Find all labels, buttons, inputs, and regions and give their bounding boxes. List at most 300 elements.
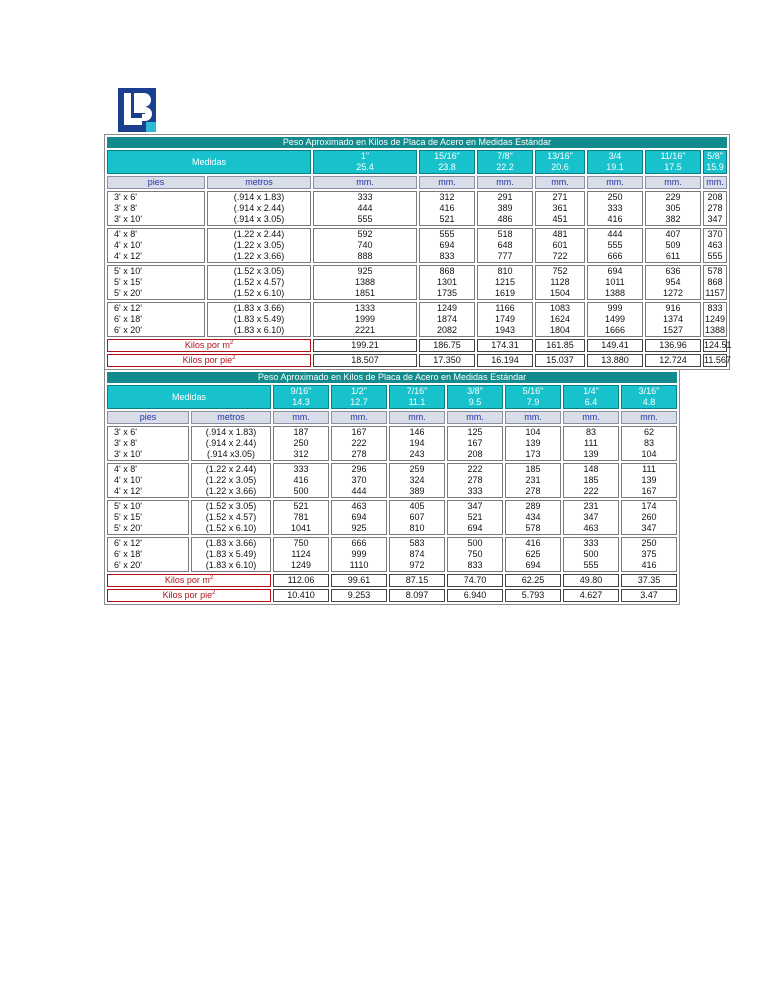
- kilos-value: 5.793: [505, 589, 561, 602]
- kilos-value: 9.253: [331, 589, 387, 602]
- thickness-inch: 7/8": [497, 151, 513, 161]
- weight-value: 194: [409, 438, 425, 448]
- weight-value: 434: [525, 512, 541, 522]
- thickness-header: [477, 150, 533, 174]
- feet-value: 5' x 10': [114, 501, 142, 511]
- weight-value: 333: [293, 464, 309, 474]
- weight-value: 111: [584, 438, 598, 448]
- meters-value: (.914 x3.05): [206, 449, 256, 459]
- weight-value: 416: [641, 560, 657, 570]
- thickness-inch: 3/8": [467, 386, 483, 396]
- thickness-mm: 19.1: [606, 162, 624, 172]
- weight-cell: [273, 426, 329, 461]
- feet-value: 6' x 20': [114, 560, 142, 570]
- weight-value: 833: [467, 560, 483, 570]
- weight-cell: [447, 426, 503, 461]
- weight-value: 740: [357, 240, 373, 250]
- feet-value: 5' x 20': [114, 288, 142, 298]
- weight-value: 555: [583, 560, 599, 570]
- weight-cell: [389, 426, 445, 461]
- weight-cell: [419, 302, 475, 337]
- unit-label: mm.: [419, 176, 475, 189]
- unit-label: mm.: [447, 411, 503, 424]
- table-row: [107, 500, 677, 535]
- weight-cell: [313, 228, 417, 263]
- weight-value: 1388: [604, 288, 626, 298]
- weight-value: 312: [439, 192, 455, 202]
- meters-value: (1.83 x 3.66): [205, 538, 257, 548]
- dimension-meters: [207, 228, 311, 263]
- unit-label: mm.: [313, 176, 417, 189]
- weight-value: 324: [409, 475, 425, 485]
- thickness-inch: 15/16": [434, 151, 460, 161]
- feet-value: 3' x 8': [114, 203, 137, 213]
- kilos-label-text: Kilos por m: [184, 340, 230, 350]
- thickness-inch: 7/16": [406, 386, 428, 396]
- dimension-meters: [207, 302, 311, 337]
- feet-value: 3' x 6': [114, 427, 137, 437]
- weight-value: 167: [351, 427, 367, 437]
- meters-value: (1.52 x 4.57): [205, 512, 257, 522]
- medidas-header: Medidas: [107, 385, 271, 409]
- weight-value: 305: [665, 203, 681, 213]
- unit-label: pies: [107, 176, 205, 189]
- dimension-meters: [207, 265, 311, 300]
- weight-cell: [703, 302, 727, 337]
- meters-value: (1.83 x 5.49): [205, 549, 257, 559]
- kilos-value: 15.037: [535, 354, 585, 367]
- thickness-inch: 1": [360, 151, 370, 161]
- thickness-header: [419, 150, 475, 174]
- thickness-header: [645, 150, 701, 174]
- weight-cell: [505, 463, 561, 498]
- weight-value: 260: [641, 512, 657, 522]
- weight-value: 1619: [494, 288, 516, 298]
- weight-cell: [645, 228, 701, 263]
- kilos-label: [107, 589, 271, 602]
- table-row: [107, 265, 727, 300]
- weight-value: 62: [644, 427, 655, 437]
- weight-value: 333: [357, 192, 373, 202]
- kilos-m2-row: [107, 574, 677, 587]
- weight-value: 1527: [662, 325, 684, 335]
- units-row: [107, 411, 677, 424]
- unit-label: mm.: [331, 411, 387, 424]
- weight-value: 289: [525, 501, 541, 511]
- table-row: [107, 302, 727, 337]
- weight-cell: [419, 265, 475, 300]
- thickness-header: [273, 385, 329, 409]
- weight-value: 444: [357, 203, 373, 213]
- thickness-mm: 23.8: [438, 162, 456, 172]
- weight-cell: [331, 500, 387, 535]
- meters-value: (1.52 x 3.05): [205, 501, 257, 511]
- dimension-meters: [191, 537, 271, 572]
- kilos-value: 99.61: [331, 574, 387, 587]
- kilos-value: 10.410: [273, 589, 329, 602]
- weight-value: 2082: [436, 325, 458, 335]
- weight-value: 481: [552, 229, 568, 239]
- weight-value: 925: [351, 523, 367, 533]
- size-header-row: [107, 385, 677, 409]
- weight-value: 874: [409, 549, 425, 559]
- weight-value: 999: [351, 549, 367, 559]
- weight-value: 229: [665, 192, 681, 202]
- weight-value: 208: [707, 192, 723, 202]
- weight-value: 104: [641, 449, 657, 459]
- weight-cell: [273, 463, 329, 498]
- weight-value: 370: [351, 475, 367, 485]
- unit-label: metros: [207, 176, 311, 189]
- weight-value: 1128: [550, 277, 570, 287]
- kilos-value: 12.724: [645, 354, 701, 367]
- thickness-header: [389, 385, 445, 409]
- weight-value: 375: [641, 549, 657, 559]
- weight-value: 1333: [354, 303, 376, 313]
- weight-cell: [313, 265, 417, 300]
- kilos-value: 13.880: [587, 354, 643, 367]
- weight-value: 486: [497, 214, 513, 224]
- company-logo: [118, 88, 156, 132]
- unit-label: mm.: [703, 176, 727, 189]
- weight-value: 312: [293, 449, 309, 459]
- kilos-value: 3.47: [621, 589, 677, 602]
- weight-value: 1804: [549, 325, 571, 335]
- weight-value: 752: [552, 266, 568, 276]
- weight-value: 167: [641, 486, 657, 496]
- weight-cell: [621, 500, 677, 535]
- thickness-mm: 12.7: [350, 397, 368, 407]
- weight-value: 389: [409, 486, 425, 496]
- feet-value: 3' x 6': [114, 192, 137, 202]
- weight-value: 333: [583, 538, 599, 548]
- thickness-mm: 14.3: [292, 397, 310, 407]
- weight-value: 1249: [705, 314, 726, 324]
- weight-cell: [587, 302, 643, 337]
- thickness-inch: 3/16": [638, 386, 660, 396]
- weight-value: 954: [665, 277, 681, 287]
- thickness-header: [447, 385, 503, 409]
- weight-value: 521: [293, 501, 309, 511]
- weight-cell: [313, 191, 417, 226]
- dimension-meters: [191, 426, 271, 461]
- weight-value: 1874: [436, 314, 458, 324]
- weight-value: 1272: [662, 288, 684, 298]
- weight-cell: [389, 463, 445, 498]
- weight-value: 222: [467, 464, 483, 474]
- dimension-feet: [107, 500, 189, 535]
- weight-value: 296: [351, 464, 367, 474]
- weight-cell: [389, 537, 445, 572]
- weight-value: 111: [642, 464, 656, 474]
- weight-value: 925: [357, 266, 373, 276]
- weight-value: 222: [351, 438, 367, 448]
- meters-value: (1.52 x 3.05): [233, 266, 285, 276]
- weight-value: 1249: [290, 560, 312, 570]
- meters-value: (1.22 x 2.44): [233, 229, 285, 239]
- weight-value: 278: [467, 475, 483, 485]
- weight-cell: [447, 537, 503, 572]
- weight-value: 347: [467, 501, 483, 511]
- weight-value: 208: [467, 449, 483, 459]
- weight-value: 185: [583, 475, 599, 485]
- weight-cell: [563, 426, 619, 461]
- unit-label: mm.: [389, 411, 445, 424]
- kilos-label: [107, 354, 311, 367]
- kilos-value: 37.35: [621, 574, 677, 587]
- weight-value: 833: [707, 303, 723, 313]
- unit-label: metros: [191, 411, 271, 424]
- feet-value: 3' x 10': [114, 214, 142, 224]
- kilos-label-text: Kilos por pie: [162, 590, 213, 600]
- weight-cell: [505, 426, 561, 461]
- weight-value: 1735: [436, 288, 458, 298]
- meters-value: (1.52 x 6.10): [205, 523, 257, 533]
- weight-table-thin: [104, 369, 680, 605]
- weight-value: 1011: [605, 277, 625, 287]
- weight-value: 222: [583, 486, 599, 496]
- weight-cell: [645, 191, 701, 226]
- weight-value: 187: [293, 427, 309, 437]
- weight-value: 868: [707, 277, 723, 287]
- feet-value: 4' x 10': [114, 475, 142, 485]
- weight-value: 416: [607, 214, 623, 224]
- unit-label: pies: [107, 411, 189, 424]
- weight-value: 1110: [349, 560, 369, 570]
- kilos-value: 161.85: [535, 339, 585, 352]
- thickness-inch: 5/8": [707, 151, 723, 161]
- weight-value: 636: [665, 266, 681, 276]
- weight-value: 347: [641, 523, 657, 533]
- weight-cell: [331, 463, 387, 498]
- weight-value: 139: [641, 475, 657, 485]
- thickness-header: [587, 150, 643, 174]
- kilos-value: 112.06: [273, 574, 329, 587]
- weight-value: 231: [583, 501, 599, 511]
- kilos-label-exponent: 2: [212, 590, 216, 596]
- weight-value: 347: [707, 214, 723, 224]
- kilos-label: [107, 339, 311, 352]
- weight-value: 389: [497, 203, 513, 213]
- weight-value: 750: [467, 549, 483, 559]
- thickness-header: [331, 385, 387, 409]
- weight-cell: [563, 537, 619, 572]
- feet-value: 5' x 10': [114, 266, 142, 276]
- kilos-label-exponent: 2: [232, 355, 236, 361]
- weight-value: 148: [583, 464, 599, 474]
- dimension-feet: [107, 463, 189, 498]
- weight-value: 750: [293, 538, 309, 548]
- kilos-value: 174.31: [477, 339, 533, 352]
- thickness-mm: 11.1: [408, 397, 426, 407]
- weight-cell: [587, 191, 643, 226]
- weight-value: 1041: [290, 523, 312, 533]
- kilos-value: 136.96: [645, 339, 701, 352]
- weight-value: 167: [467, 438, 483, 448]
- weight-value: 1749: [494, 314, 516, 324]
- weight-value: 146: [409, 427, 425, 437]
- weight-value: 694: [467, 523, 483, 533]
- weight-value: 1388: [354, 277, 376, 287]
- thickness-mm: 15.9: [706, 162, 724, 172]
- thickness-header: [505, 385, 561, 409]
- kilos-label-exponent: 2: [229, 340, 234, 346]
- weight-value: 666: [351, 538, 367, 548]
- meters-value: (1.52 x 4.57): [233, 277, 285, 287]
- weight-cell: [587, 265, 643, 300]
- weight-value: 607: [409, 512, 425, 522]
- kilos-value: 186.75: [419, 339, 475, 352]
- feet-value: 5' x 20': [114, 523, 142, 533]
- kilos-pie2-row: [107, 589, 677, 602]
- meters-value: (1.83 x 6.10): [205, 560, 257, 570]
- weight-value: 250: [641, 538, 657, 548]
- weight-value: 451: [552, 214, 568, 224]
- weight-value: 583: [409, 538, 425, 548]
- meters-value: (1.22 x 3.05): [205, 475, 257, 485]
- feet-value: 4' x 10': [114, 240, 142, 250]
- weight-value: 555: [707, 251, 723, 261]
- dimension-feet: [107, 537, 189, 572]
- weight-value: 463: [707, 240, 723, 250]
- kilos-value: 6.940: [447, 589, 503, 602]
- thickness-inch: 11/16": [660, 151, 686, 161]
- feet-value: 3' x 10': [114, 449, 142, 459]
- weight-value: 509: [665, 240, 681, 250]
- weight-cell: [419, 228, 475, 263]
- weight-value: 521: [467, 512, 483, 522]
- weight-value: 555: [607, 240, 623, 250]
- weight-value: 1999: [354, 314, 376, 324]
- weight-value: 1504: [549, 288, 571, 298]
- weight-cell: [621, 463, 677, 498]
- weight-value: 888: [357, 251, 373, 261]
- weight-cell: [505, 537, 561, 572]
- weight-value: 416: [439, 203, 455, 213]
- weight-value: 972: [409, 560, 425, 570]
- weight-value: 694: [439, 240, 455, 250]
- weight-value: 291: [497, 192, 513, 202]
- weight-value: 250: [293, 438, 309, 448]
- weight-value: 666: [607, 251, 623, 261]
- thickness-inch: 1/2": [351, 386, 367, 396]
- weight-cell: [563, 463, 619, 498]
- meters-value: (.914 x 2.44): [205, 438, 257, 448]
- feet-value: 4' x 8': [114, 464, 137, 474]
- weight-cell: [535, 302, 585, 337]
- unit-label: mm.: [621, 411, 677, 424]
- weight-cell: [621, 426, 677, 461]
- table-row: [107, 191, 727, 226]
- units-row: [107, 176, 727, 189]
- weight-value: 1666: [604, 325, 626, 335]
- dimension-feet: [107, 265, 205, 300]
- weight-cell: [645, 302, 701, 337]
- dimension-meters: [207, 191, 311, 226]
- weight-value: 592: [357, 229, 373, 239]
- weight-value: 1215: [494, 277, 516, 287]
- weight-value: 1499: [604, 314, 626, 324]
- unit-label: mm.: [645, 176, 701, 189]
- weight-value: 83: [644, 438, 655, 448]
- meters-value: (.914 x 1.83): [233, 192, 285, 202]
- weight-cell: [477, 191, 533, 226]
- meters-value: (1.83 x 5.49): [233, 314, 285, 324]
- feet-value: 6' x 12': [114, 538, 142, 548]
- weight-value: 500: [467, 538, 483, 548]
- table-title: Peso Aproximado en Kilos de Placa de Acero en Medidas Estándar: [107, 137, 727, 148]
- feet-value: 4' x 12': [114, 486, 142, 496]
- kilos-value: 11.567: [704, 355, 731, 365]
- weight-value: 999: [607, 303, 623, 313]
- kilos-label-exponent: 2: [209, 575, 214, 581]
- kilos-m2-row: [107, 339, 727, 352]
- weight-value: 2221: [354, 325, 376, 335]
- kilos-value: 16.194: [477, 354, 533, 367]
- feet-value: 6' x 18': [114, 314, 142, 324]
- thickness-inch: 1/4": [583, 386, 599, 396]
- feet-value: 6' x 18': [114, 549, 142, 559]
- weight-value: 500: [583, 549, 599, 559]
- weight-value: 1083: [549, 303, 571, 313]
- weight-value: 521: [439, 214, 455, 224]
- meters-value: (.914 x 1.83): [205, 427, 257, 437]
- weight-value: 278: [707, 203, 723, 213]
- weight-value: 777: [497, 251, 513, 261]
- title-row: [107, 137, 727, 148]
- weight-value: 578: [525, 523, 541, 533]
- weight-cell: [535, 265, 585, 300]
- kilos-value: 149.41: [587, 339, 643, 352]
- dimension-feet: [107, 302, 205, 337]
- unit-label: mm.: [563, 411, 619, 424]
- weight-value: 139: [583, 449, 599, 459]
- kilos-value: 17.350: [419, 354, 475, 367]
- meters-value: (1.22 x 3.66): [233, 251, 285, 261]
- weight-value: 694: [351, 512, 367, 522]
- weight-cell: [703, 265, 727, 300]
- weight-value: 648: [497, 240, 513, 250]
- kilos-value: 4.627: [563, 589, 619, 602]
- weight-value: 271: [552, 192, 568, 202]
- weight-cell: [563, 500, 619, 535]
- unit-label: mm.: [477, 176, 533, 189]
- weight-value: 444: [351, 486, 367, 496]
- weight-cell: [389, 500, 445, 535]
- thickness-inch: 9/16": [290, 386, 312, 396]
- meters-value: (.914 x 3.05): [233, 214, 285, 224]
- weight-value: 243: [409, 449, 425, 459]
- feet-value: 4' x 12': [114, 251, 142, 261]
- thickness-header: [563, 385, 619, 409]
- weight-value: 1249: [436, 303, 458, 313]
- meters-value: (.914 x 2.44): [233, 203, 285, 213]
- weight-value: 916: [665, 303, 681, 313]
- kilos-label: [107, 574, 271, 587]
- thickness-mm: 20.6: [551, 162, 569, 172]
- dimension-meters: [191, 463, 271, 498]
- kilos-value: 124.51: [704, 340, 732, 350]
- weight-value: 250: [607, 192, 623, 202]
- weight-value: 231: [525, 475, 541, 485]
- weight-cell: [621, 537, 677, 572]
- weight-value: 810: [497, 266, 513, 276]
- weight-value: 382: [665, 214, 681, 224]
- weight-cell: [645, 265, 701, 300]
- weight-cell: [505, 500, 561, 535]
- feet-value: 5' x 15': [114, 512, 142, 522]
- weight-value: 370: [707, 229, 723, 239]
